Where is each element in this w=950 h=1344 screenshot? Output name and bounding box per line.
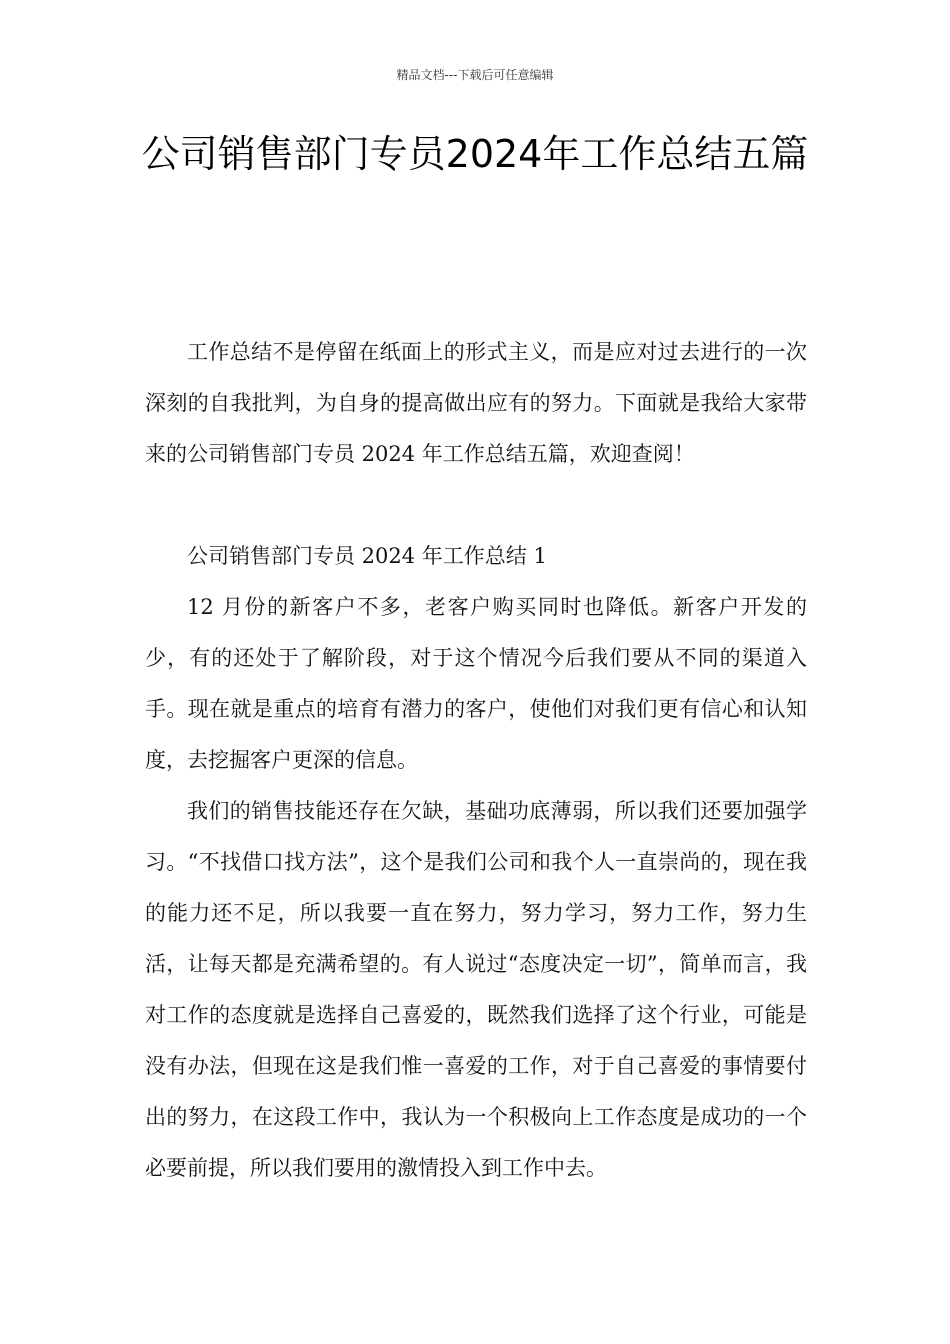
document-body xyxy=(145,327,807,1194)
body-paragraph: 我们的销售技能还存在欠缺，基础功底薄弱，所以我们还要加强学习。“不找借口找方法”，这个是我们公司和我个人一直崇尚的，现在我的能力还不足，所以我要一直在努力，努力学习，努力工作，努力生活，让每天都是充满希望的。有人说过“态度决定一切”，简单而言，我对工作的态度就是选择自己喜爱的，既然我们选择了这个行业，可能是没有办法，但现在这是我们惟一喜爱的工作，对于自己喜爱的事情要付出的努力，在这段工作中，我认为一个积极向上工作态度是成功的一个必要前提，所以我们要用的激情投入到工作中去。 xyxy=(145,799,807,1180)
intro-paragraph: 工作总结不是停留在纸面上的形式主义，而是应对过去进行的一次深刻的自我批判，为自身的提高做出应有的努力。下面就是我给大家带来的公司销售部门专员 2024 年工作总结五篇，欢迎查阅！ xyxy=(145,340,807,466)
section-heading: 公司销售部门专员 2024 年工作总结 1 xyxy=(187,544,547,568)
document-title: 公司销售部门专员2024年工作总结五篇 xyxy=(141,132,809,176)
body-paragraph: 12 月份的新客户不多，老客户购买同时也降低。新客户开发的少，有的还处于了解阶段，对于这个情况今后我们要从不同的渠道入手。现在就是重点的培育有潜力的客户，使他们对我们更有信心和认知度，去挖掘客户更深的信息。 xyxy=(145,595,807,772)
header-note: 精品文档---下载后可任意编辑 xyxy=(396,68,554,82)
